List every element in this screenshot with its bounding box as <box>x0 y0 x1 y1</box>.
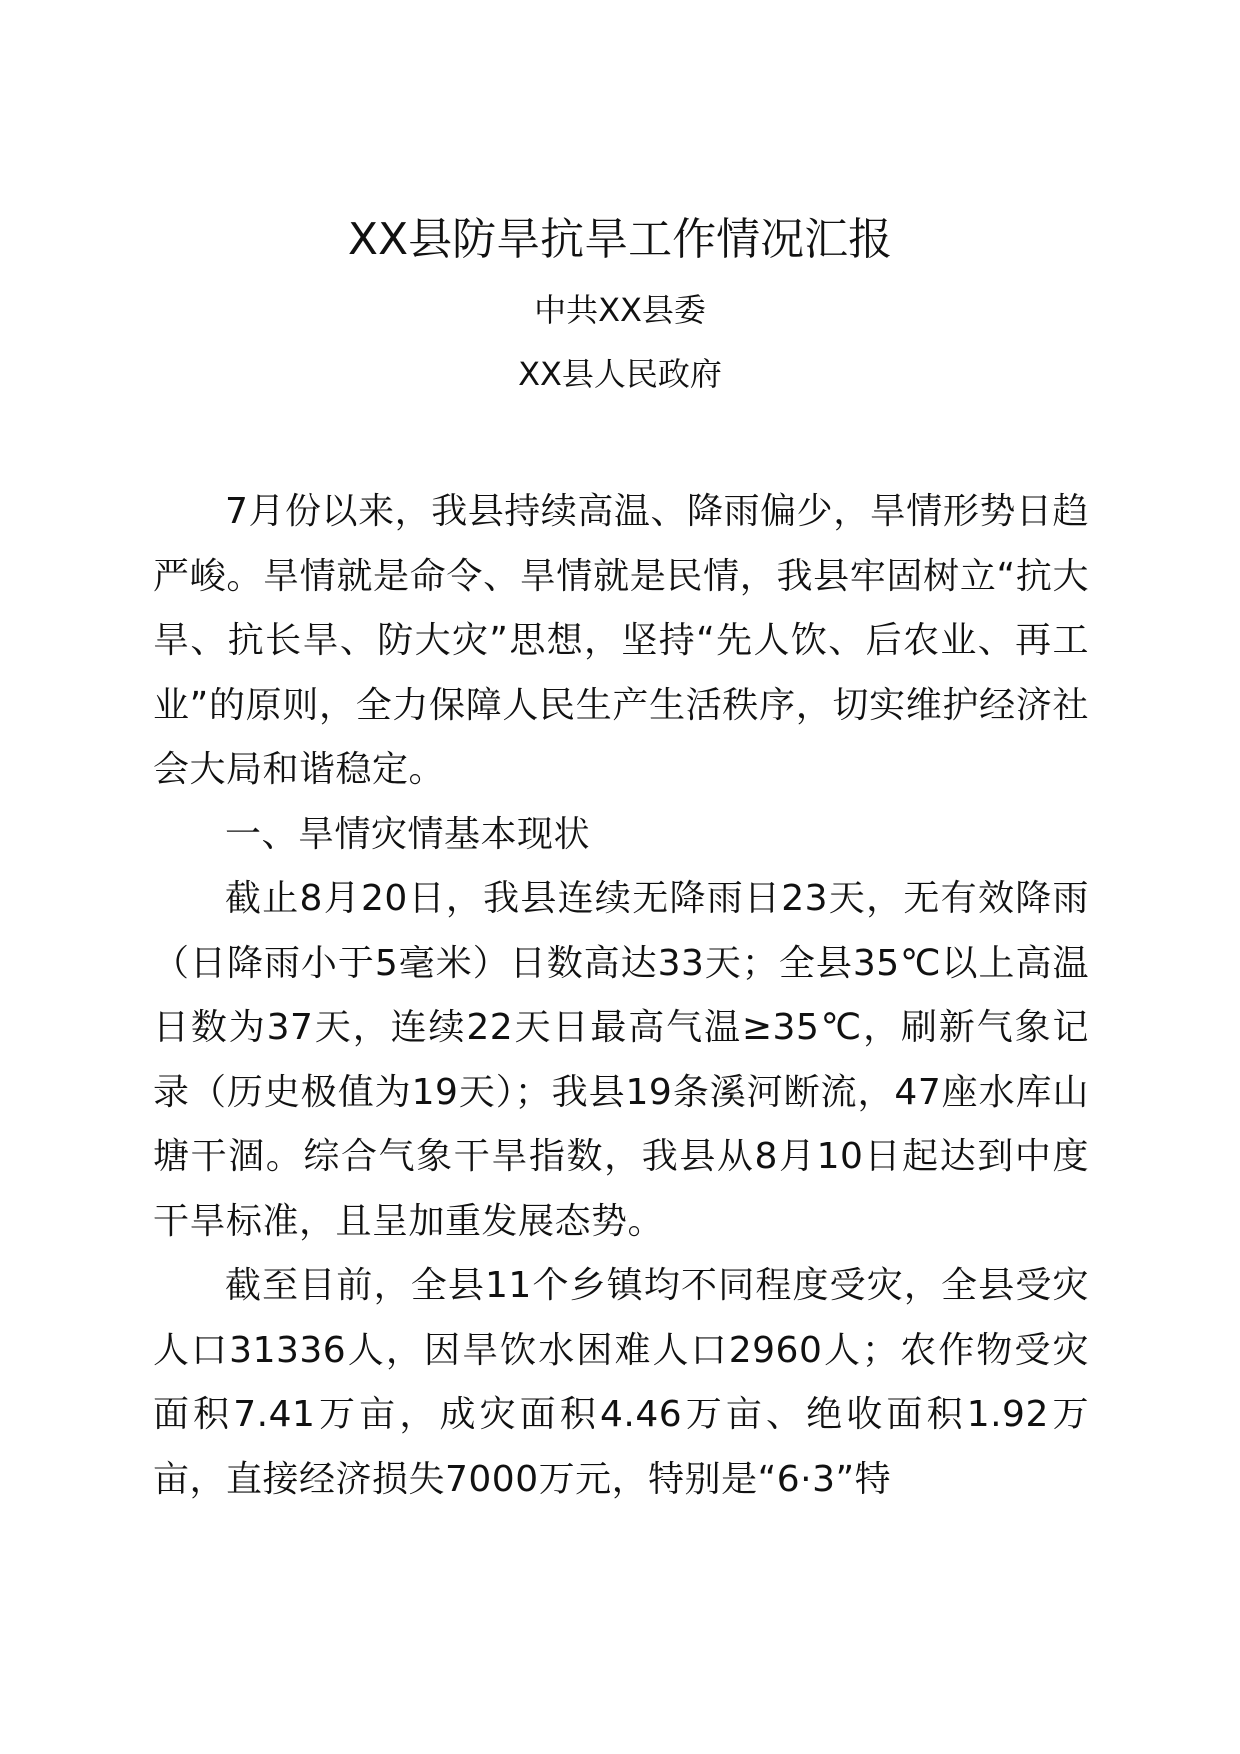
intro-paragraph: 7月份以来，我县持续高温、降雨偏少，旱情形势日趋严峻。旱情就是命令、旱情就是民情，我县牢固树立“抗大旱、抗长旱、防大灾”思想，坚持“先人饮、后农业、再工业”的原则，全力保障人民生产生活秩序，切实维护经济社会大局和谐稳定。 <box>153 491 1089 790</box>
issuer-government: XX县人民政府 <box>518 355 722 393</box>
disaster-impact-paragraph: 截至目前，全县11个乡镇均不同程度受灾，全县受灾人口31336人，因旱饮水困难人口2960人；农作物受灾面积7.41万亩，成灾面积4.46万亩、绝收面积1.92万亩，直接经济损失7000万元，特别是“6·3”特 <box>153 1265 1089 1500</box>
issuer-party-committee: 中共XX县委 <box>534 291 706 329</box>
drought-status-paragraph: 截止8月20日，我县连续无降雨日23天，无有效降雨（日降雨小于5毫米）日数高达33天；全县35℃以上高温日数为37天，连续22天日最高气温≥35℃，刷新气象记录（历史极值为19天）；我县19条溪河断流，47座水库山塘干涸。综合气象干旱指数，我县从8月10日起达到中度干旱标准，且呈加重发展态势。 <box>153 878 1089 1242</box>
document-title: XX县防旱抗旱工作情况汇报 <box>347 214 893 265</box>
section-heading: 一、旱情灾情基本现状 <box>225 814 591 855</box>
